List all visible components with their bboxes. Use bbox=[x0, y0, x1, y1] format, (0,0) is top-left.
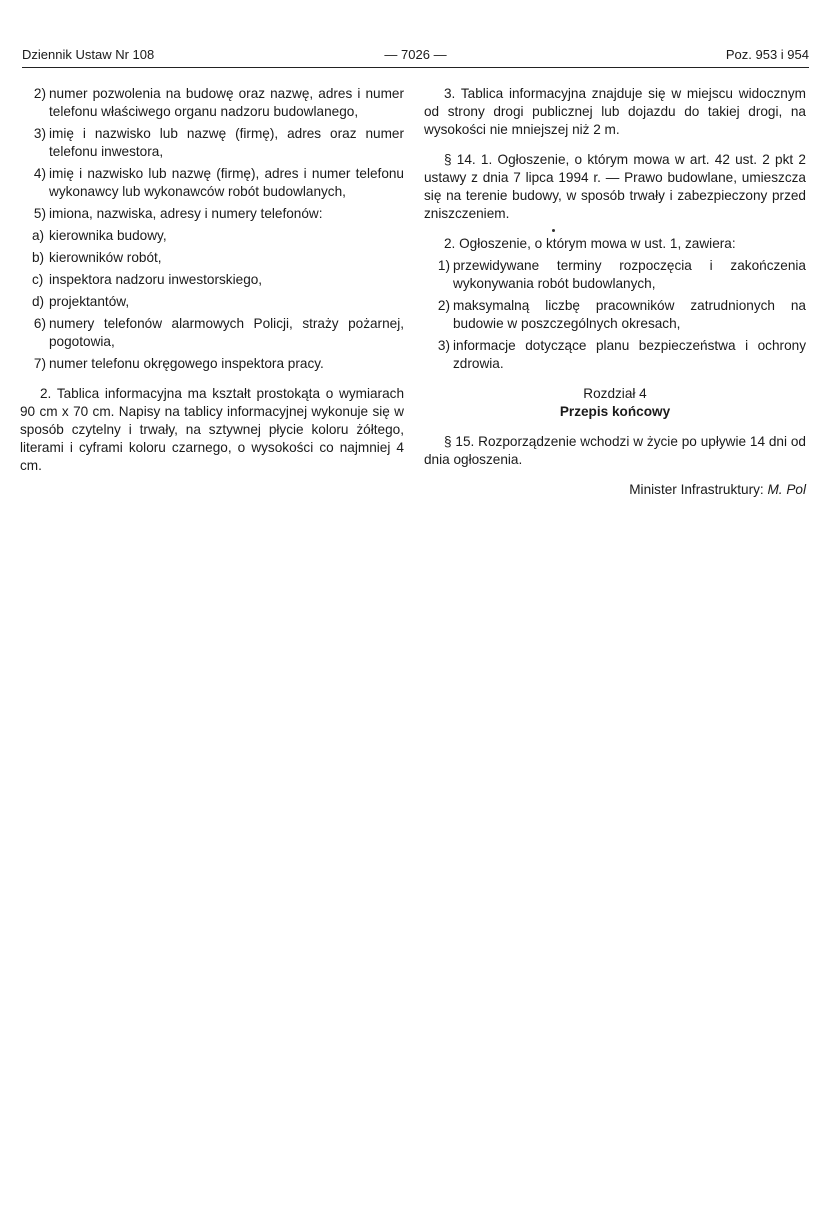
section-14-point-2: 2. Ogłoszenie, o którym mowa w ust. 1, zawiera: bbox=[444, 236, 736, 251]
position-reference: Poz. 953 i 954 bbox=[725, 47, 809, 62]
list-item bbox=[424, 337, 806, 373]
list-item bbox=[424, 257, 806, 293]
sub-item-text: kierowników robót, bbox=[49, 250, 162, 265]
list-item bbox=[20, 315, 404, 351]
item-text: numer telefonu okręgowego inspektora pracy. bbox=[49, 356, 324, 371]
item-number: 5) bbox=[33, 206, 46, 221]
journal-title: Dziennik Ustaw Nr 108 bbox=[22, 47, 155, 62]
right-column bbox=[424, 85, 806, 499]
sub-item bbox=[20, 293, 404, 311]
sub-item-text: projektantów, bbox=[49, 294, 130, 309]
list-item bbox=[20, 85, 404, 121]
item-number: 3) bbox=[437, 338, 450, 353]
item-text: maksymalną liczbę pracowników zatrudnionych na budowie w poszczególnych okresach, bbox=[453, 298, 806, 331]
list-item bbox=[20, 125, 404, 161]
list-item bbox=[20, 165, 404, 201]
signature bbox=[424, 481, 806, 499]
sub-item-letter: b) bbox=[32, 250, 45, 265]
item-text: imię i nazwisko lub nazwę (firmę), adres i numer telefonu wykonawcy lub wykonawców robót budowlanych, bbox=[49, 166, 404, 199]
item-text: przewidywane terminy rozpoczęcia i zakończenia wykonywania robót budowlanych, bbox=[453, 258, 806, 291]
section-14: § 14. 1. Ogłoszenie, o którym mowa w art. 42 ust. 2 pkt 2 ustawy z dnia 7 lipca 1994 r. — Prawo budowlane, umieszcza się na terenie budowy, w sposób trwały i zabezpieczony przed zniszczeniem. bbox=[424, 152, 806, 221]
item-number: 4) bbox=[33, 166, 46, 181]
sub-item-letter: a) bbox=[32, 228, 45, 243]
sub-item-text: inspektora nadzoru inwestorskiego, bbox=[49, 272, 263, 287]
print-dot-mark bbox=[552, 229, 555, 232]
paragraph-2: 2. Tablica informacyjna ma kształt prostokąta o wymiarach 90 cm x 70 cm. Napisy na tablicy informacyjnej wykonuje się w sposób czytelny i trwały, na sztywnej płycie koloru żółtego, literami i cyframi koloru czarnego, o wysokości co najmniej 4 cm. bbox=[20, 386, 404, 473]
sub-item bbox=[20, 271, 404, 289]
item-number: 1) bbox=[437, 258, 450, 273]
signature-name: M. Pol bbox=[767, 482, 806, 497]
left-column bbox=[20, 85, 404, 487]
item-number: 3) bbox=[33, 126, 46, 141]
item-text: imię i nazwisko lub nazwę (firmę), adres oraz numer telefonu inwestora, bbox=[49, 126, 404, 159]
chapter-number: Rozdział 4 bbox=[583, 386, 647, 401]
signature-role: Minister Infrastruktury: bbox=[629, 482, 764, 497]
item-number: 6) bbox=[33, 316, 46, 331]
item-text: imiona, nazwiska, adresy i numery telefonów: bbox=[49, 206, 323, 221]
item-text: informacje dotyczące planu bezpieczeństwa i ochrony zdrowia. bbox=[453, 338, 806, 371]
page-header bbox=[22, 47, 809, 68]
page-number: — 7026 — bbox=[384, 47, 447, 62]
sub-item-text: kierownika budowy, bbox=[49, 228, 167, 243]
section-15: § 15. Rozporządzenie wchodzi w życie po upływie 14 dni od dnia ogłoszenia. bbox=[424, 434, 806, 467]
sub-item-letter: d) bbox=[32, 294, 45, 309]
list-item bbox=[424, 297, 806, 333]
item-text: numery telefonów alarmowych Policji, straży pożarnej, pogotowia, bbox=[49, 316, 404, 349]
item-number: 2) bbox=[437, 298, 450, 313]
chapter-title: Przepis końcowy bbox=[559, 404, 671, 419]
list-item bbox=[20, 355, 404, 373]
item-number: 2) bbox=[33, 86, 46, 101]
sub-item bbox=[20, 249, 404, 267]
paragraph-3: 3. Tablica informacyjna znajduje się w miejscu widocznym od strony drogi publicznej lub dojazdu do takiej drogi, na wysokości nie mniejszej niż 2 m. bbox=[424, 86, 806, 137]
list-item bbox=[20, 205, 404, 223]
item-number: 7) bbox=[33, 356, 46, 371]
sub-item-letter: c) bbox=[32, 272, 44, 287]
item-text: numer pozwolenia na budowę oraz nazwę, adres i numer telefonu właściwego organu nadzoru budowlanego, bbox=[49, 86, 404, 119]
sub-item bbox=[20, 227, 404, 245]
